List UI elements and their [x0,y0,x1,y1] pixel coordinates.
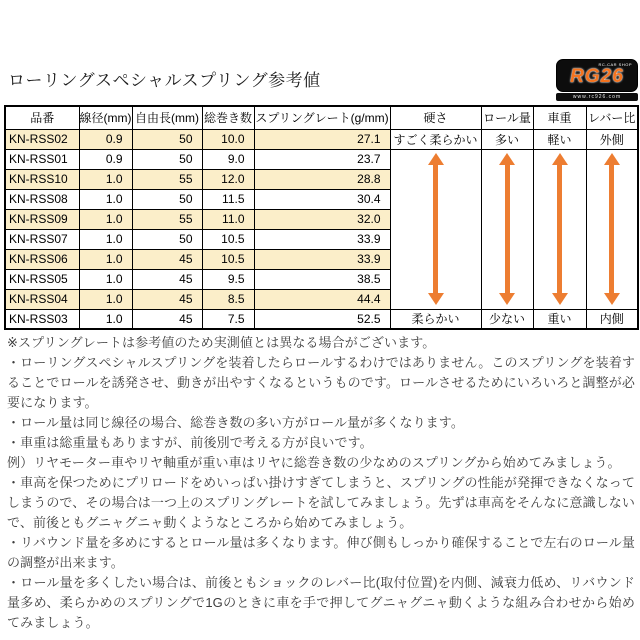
wire-diameter-cell: 1.0 [79,189,132,209]
part-number-cell: KN-RSS03 [5,309,79,329]
coils-cell: 11.5 [202,189,254,209]
note-car-weight: ・車重は総重量もありますが、前後別で考える方が良いです。 [7,435,373,450]
roll-bottom-label: 少ない [481,309,533,329]
note-disclaimer: ※スプリングレートは参考値のため実測値とは異なる場合がございます。 [7,335,436,350]
coils-cell: 8.5 [202,289,254,309]
header-row [5,106,638,129]
part-number-cell: KN-RSS04 [5,289,79,309]
column-header-wire-diameter: 線径(mm) [79,106,132,129]
column-header-car-weight: 車重 [533,106,586,129]
wire-diameter-cell: 0.9 [79,149,132,169]
free-length-cell: 50 [132,129,202,149]
note-rear-motor-example: 例）リヤモーター車やリヤ軸重が重い車はリヤに総巻き数の少なめのスプリングから始めてみましょう。 [7,455,621,470]
roll-top-label: 多い [481,129,533,149]
notes-section [7,333,635,633]
free-length-cell: 55 [132,209,202,229]
wire-diameter-cell: 0.9 [79,129,132,149]
rc926-logo-box [556,59,638,92]
spring-rate-cell: 52.5 [254,309,390,329]
coils-cell: 12.0 [202,169,254,189]
part-number-cell: KN-RSS01 [5,149,79,169]
lever-scale-cell [586,149,638,309]
wire-diameter-cell: 1.0 [79,209,132,229]
part-number-cell: KN-RSS05 [5,269,79,289]
column-header-free-length: 自由長(mm) [132,106,202,129]
coils-cell: 10.5 [202,229,254,249]
hardness-scale-arrow-icon [428,153,444,305]
page-title: ローリングスペシャルスプリング参考値 [8,71,321,90]
lever-bottom-label: 内側 [586,309,638,329]
spring-rate-cell: 38.5 [254,269,390,289]
wire-diameter-cell: 1.0 [79,289,132,309]
hardness-top-label: すごく柔らかい [390,129,481,149]
logo-url-text: www.rc926.com [556,93,638,101]
free-length-cell: 45 [132,249,202,269]
spring-rate-cell: 28.8 [254,169,390,189]
spring-rate-cell: 27.1 [254,129,390,149]
note-rebound: ・リバウンド量を多めにするとロール量は多くなります。伸び側もしっかり確保することで左右のロール量の調整が出来ます。 [7,535,635,570]
part-number-cell: KN-RSS09 [5,209,79,229]
note-roll-induce: ・ローリングスペシャルスプリングを装着したらロールするわけではありません。このスプリングを装着することでロールを誘発させ、動きが出やすくなるというものです。ロールさせるためにいろいろと調整が必要になります。 [7,355,635,410]
column-header-spring-rate: スプリングレート(g/mm) [254,106,390,129]
wire-diameter-cell: 1.0 [79,169,132,189]
part-number-cell: KN-RSS07 [5,229,79,249]
spring-rate-cell: 44.4 [254,289,390,309]
free-length-cell: 50 [132,189,202,209]
table-row [5,149,638,169]
wire-diameter-cell: 1.0 [79,229,132,249]
spring-rate-cell: 23.7 [254,149,390,169]
wire-diameter-cell: 1.0 [79,269,132,289]
free-length-cell: 50 [132,149,202,169]
table-row [5,129,638,149]
roll-scale-cell [481,149,533,309]
note-preload: ・車高を保つためにプリロードをめいっぱい掛けすぎてしまうと、スプリングの性能が発揮できなくなってしまうので、その場合は一つ上のスプリングレートを試してみましょう。先ずは車高をそんなに意識しないで、前後ともグニャグニャ動くようなところから始めてみましょう。 [7,475,635,530]
coils-cell: 9.5 [202,269,254,289]
spring-rate-cell: 33.9 [254,229,390,249]
coils-cell: 9.0 [202,149,254,169]
coils-cell: 7.5 [202,309,254,329]
weight-scale-arrow-icon [552,153,568,305]
wire-diameter-cell: 1.0 [79,249,132,269]
column-header-lever-ratio: レバー比 [586,106,638,129]
weight-top-label: 軽い [533,129,586,149]
free-length-cell: 45 [132,289,202,309]
coils-cell: 10.5 [202,249,254,269]
wire-diameter-cell: 1.0 [79,309,132,329]
coils-cell: 10.0 [202,129,254,149]
weight-scale-cell [533,149,586,309]
rc926-logo [556,59,638,101]
logo-wordmark: RG26 [570,66,624,87]
note-setup-combo: ・ロール量を多くしたい場合は、前後ともショックのレバー比(取付位置)を内側、減衰力低め、リバウンド量多め、柔らかめのスプリングで1Gのときに車を手で押してグニャグニャ動くような組み合わせから始めてみましょう。 [7,575,635,630]
lever-top-label: 外側 [586,129,638,149]
part-number-cell: KN-RSS10 [5,169,79,189]
hardness-bottom-label: 柔らかい [390,309,481,329]
roll-scale-arrow-icon [499,153,515,305]
lever-scale-arrow-icon [604,153,620,305]
free-length-cell: 50 [132,229,202,249]
spring-rate-cell: 33.9 [254,249,390,269]
part-number-cell: KN-RSS08 [5,189,79,209]
logo-tagline: RC-CAR SHOP [598,62,632,67]
coils-cell: 11.0 [202,209,254,229]
column-header-roll-amount: ロール量 [481,106,533,129]
part-number-cell: KN-RSS02 [5,129,79,149]
table-row [5,309,638,329]
column-header-coils: 総巻き数 [202,106,254,129]
free-length-cell: 55 [132,169,202,189]
spring-rate-cell: 32.0 [254,209,390,229]
spring-rate-cell: 30.4 [254,189,390,209]
free-length-cell: 45 [132,309,202,329]
column-header-part: 品番 [5,106,79,129]
part-number-cell: KN-RSS06 [5,249,79,269]
free-length-cell: 45 [132,269,202,289]
spring-reference-table [4,105,639,330]
column-header-hardness: 硬さ [390,106,481,129]
weight-bottom-label: 重い [533,309,586,329]
hardness-scale-cell [390,149,481,309]
note-roll-amount: ・ロール量は同じ線径の場合、総巻き数の多い方がロール量が多くなります。 [7,415,464,430]
